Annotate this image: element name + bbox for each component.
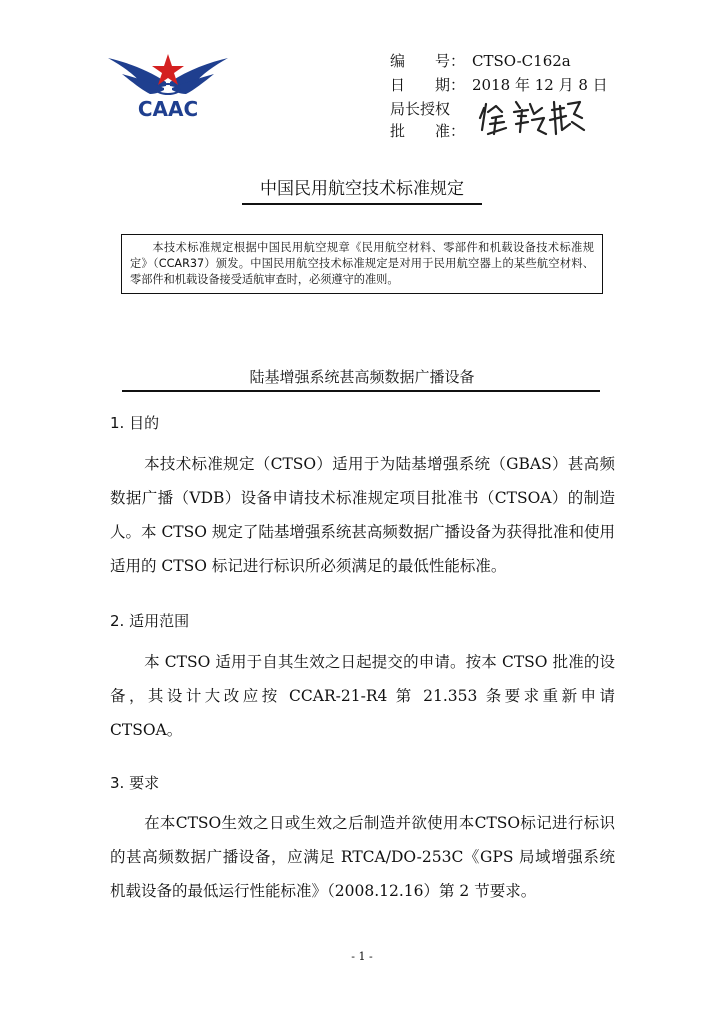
meta-authorized bbox=[390, 98, 472, 120]
notice-text: 本技术标准规定根据中国民用航空规章《民用航空材料、零部件和机载设备技术标准规定》（CCAR37）颁发。中国民用航空技术标准规定是对用于民用航空器上的某些航空材料、零部件和机载设备接受适航审查时，必须遵守的准则。 bbox=[130, 241, 594, 286]
section-heading-requirements: 3. 要求 bbox=[110, 774, 160, 792]
section-heading-purpose: 1. 目的 bbox=[110, 414, 160, 432]
meta-approve-label: 批 准： bbox=[390, 122, 466, 140]
document-title: 中国民用航空技术标准规定 bbox=[260, 179, 464, 199]
section-text-requirements bbox=[110, 806, 615, 908]
caac-logo bbox=[108, 52, 228, 124]
page-number: - 1 - bbox=[351, 950, 373, 963]
section-paragraph: 在本CTSO生效之日或生效之后制造并欲使用本CTSO标记进行标识的甚高频数据广播设备，应满足 RTCA/DO-253C《GPS 局域增强系统机载设备的最低运行性能标准》（2008.12.16）第 2 节要求。 bbox=[110, 814, 615, 900]
meta-date bbox=[390, 74, 608, 96]
subtitle-underline bbox=[122, 390, 600, 392]
handwritten-signature bbox=[476, 94, 586, 140]
section-text-scope bbox=[110, 645, 615, 747]
section-paragraph: 本技术标准规定（CTSO）适用于为陆基增强系统（GBAS）甚高频数据广播（VDB）设备申请技术标准规定项目批准书（CTSOA）的制造人。本 CTSO 规定了陆基增强系统甚高频数据广播设备为获得批准和使用适用的 CTSO 标记进行标识所必须满足的最低性能标准。 bbox=[110, 455, 615, 575]
meta-number-label: 编 号： bbox=[390, 52, 466, 70]
section-heading-scope: 2. 适用范围 bbox=[110, 612, 190, 630]
notice-box bbox=[121, 234, 603, 294]
title-underline bbox=[242, 203, 482, 205]
standard-subtitle: 陆基增强系统甚高频数据广播设备 bbox=[249, 368, 475, 386]
section-paragraph: 本 CTSO 适用于自其生效之日起提交的申请。按本 CTSO 批准的设备，其设计大改应按 CCAR-21-R4 第 21.353 条要求重新申请 CTSOA。 bbox=[110, 653, 615, 739]
meta-date-label: 日 期： bbox=[390, 76, 466, 94]
meta-number-value: CTSO-C162a bbox=[472, 52, 571, 70]
meta-number bbox=[390, 50, 571, 72]
meta-date-value: 2018 年 12 月 8 日 bbox=[472, 76, 608, 94]
meta-approve bbox=[390, 120, 472, 142]
meta-authorized-label: 局长授权 bbox=[390, 100, 451, 118]
section-text-purpose bbox=[110, 447, 615, 583]
logo-text: CAAC bbox=[137, 97, 199, 121]
